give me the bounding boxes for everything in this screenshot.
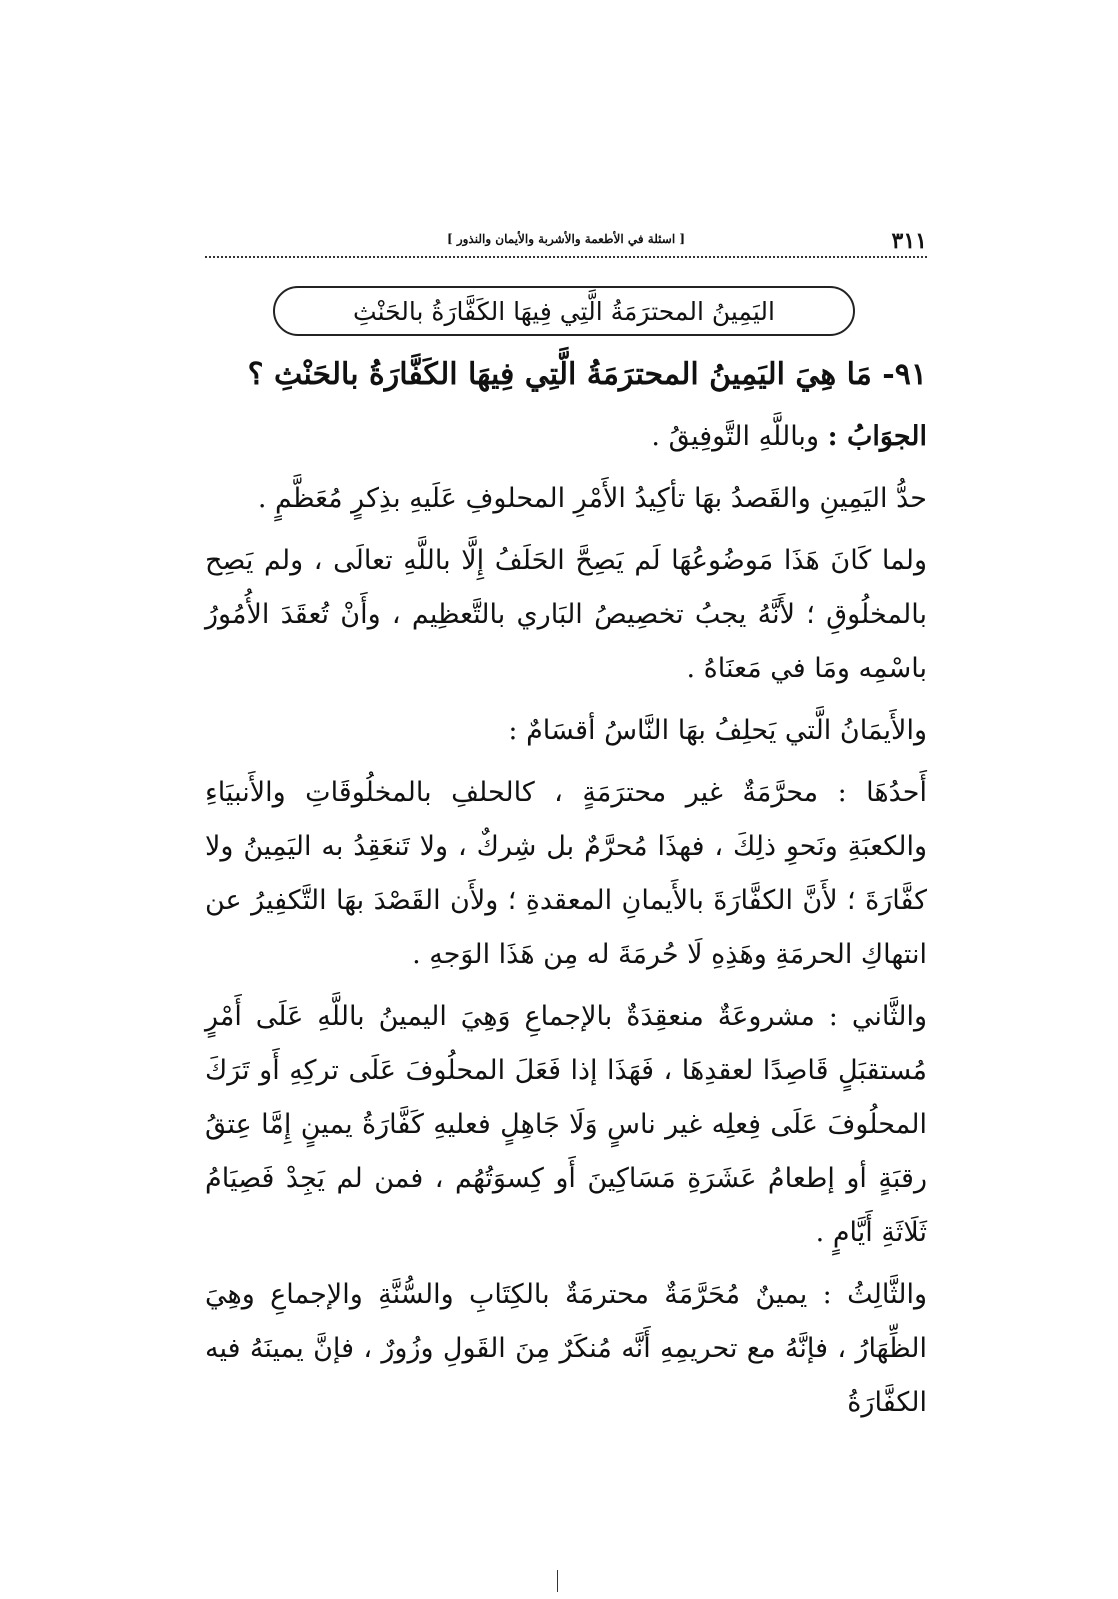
- paragraph-type-two: والثَّاني : مشروعَةٌ منعقِدَةٌ بالإجماعِ وَهِيَ اليمينُ باللَّهِ عَلَى أَمْرٍ مُستقبَلٍ قَاصِدًا لعقدِهَا ، فَهَذَا إذا فَعَلَ المحلُوفَ عَلَى تركِهِ أَو تَرَكَ المحلُوفَ عَلَى فِعلِه غير ناسٍ وَلَا جَاهِلٍ فعليهِ كَفَّارَةُ يمينٍ إِمَّا عِتقُ رقبَةٍ أو إطعامُ عَشَرَةِ مَسَاكِينَ أَو كِسوَتُهُم ، فمن لم يَجِدْ فَصِيَامُ ثَلَاثَةِ أَيَّامٍ .: [205, 1001, 927, 1248]
- question-heading: ٩١- مَا هِيَ اليَمِينُ المحترَمَةُ الَّتِي فِيهَا الكَفَّارَةُ بالحَنْثِ ؟: [247, 357, 927, 392]
- paragraph-type-one: أَحدُهَا : محرَّمَةٌ غير محترَمَةٍ ، كالحلفِ بالمخلُوقَاتِ والأَنبيَاءِ والكعبَةِ ونَحوِ ذلِكَ ، فهذَا مُحرَّمٌ بل شِركٌ ، ولا تَنعَقِدُ به اليَمِينُ ولا كفَّارَةَ ؛ لأَنَّ الكفَّارَةَ بالأَيمانِ المعقدةِ ؛ ولأَن القَصْدَ بهَا التَّكفِيرُ عن انتهاكِ الحرمَةِ وهَذِهِ لَا حُرمَةَ له مِن هَذَا الوَجهِ .: [205, 777, 927, 970]
- body-text: [205, 348, 927, 1438]
- answer-line: [205, 410, 927, 464]
- paragraph-types-intro: والأَيمَانُ الَّتي يَحلِفُ بهَا النَّاسُ أقسَامٌ :: [508, 715, 927, 746]
- section-title: اليَمِينُ المحترَمَةُ الَّتِي فِيهَا الكَفَّارَةُ بالحَنْثِ: [353, 296, 775, 326]
- answer-label: الجوَابُ :: [827, 421, 927, 452]
- page-bottom-mark: [557, 1570, 558, 1592]
- header-divider: [205, 256, 927, 258]
- running-title: [ اسئلة في الأطعمة والأشربة والأيمان والنذور ]: [446, 232, 686, 246]
- answer-intro: وباللَّهِ التَّوفِيقُ .: [651, 421, 819, 452]
- page-number: ٣١١: [891, 228, 927, 254]
- paragraph-definition: حدُّ اليَمِينِ والقَصدُ بهَا تأكِيدُ الأَمْرِ المحلوفِ عَلَيهِ بذِكرٍ مُعَظَّمٍ .: [257, 483, 927, 514]
- paragraph-type-three: والثَّالِثُ : يمينٌ مُحَرَّمَةٌ محترمَةٌ بالكِتَابِ والسُّنَّةِ والإجماعِ وهِيَ الظِّهَارُ ، فإنَّهُ مع تحريمِهِ أَنَّه مُنكَرٌ مِنَ القَولِ وزُورٌ ، فإنَّ يمينَهُ فيه الكفَّارَةُ: [205, 1279, 927, 1418]
- section-heading-box: [273, 286, 855, 336]
- page-header: [205, 228, 927, 258]
- paragraph-swearing-by-allah: ولما كَانَ هَذَا مَوضُوعُهَا لَم يَصِحَّ الحَلَفُ إِلَّا باللَّهِ تعالَى ، ولم يَصِح بالمخلُوقِ ؛ لأَنَّهُ يجبُ تخصِيصُ البَاري بالتَّعظِيم ، وأَنْ تُعقَدَ الأُمُورُ باسْمِه ومَا في مَعنَاهُ .: [205, 545, 927, 684]
